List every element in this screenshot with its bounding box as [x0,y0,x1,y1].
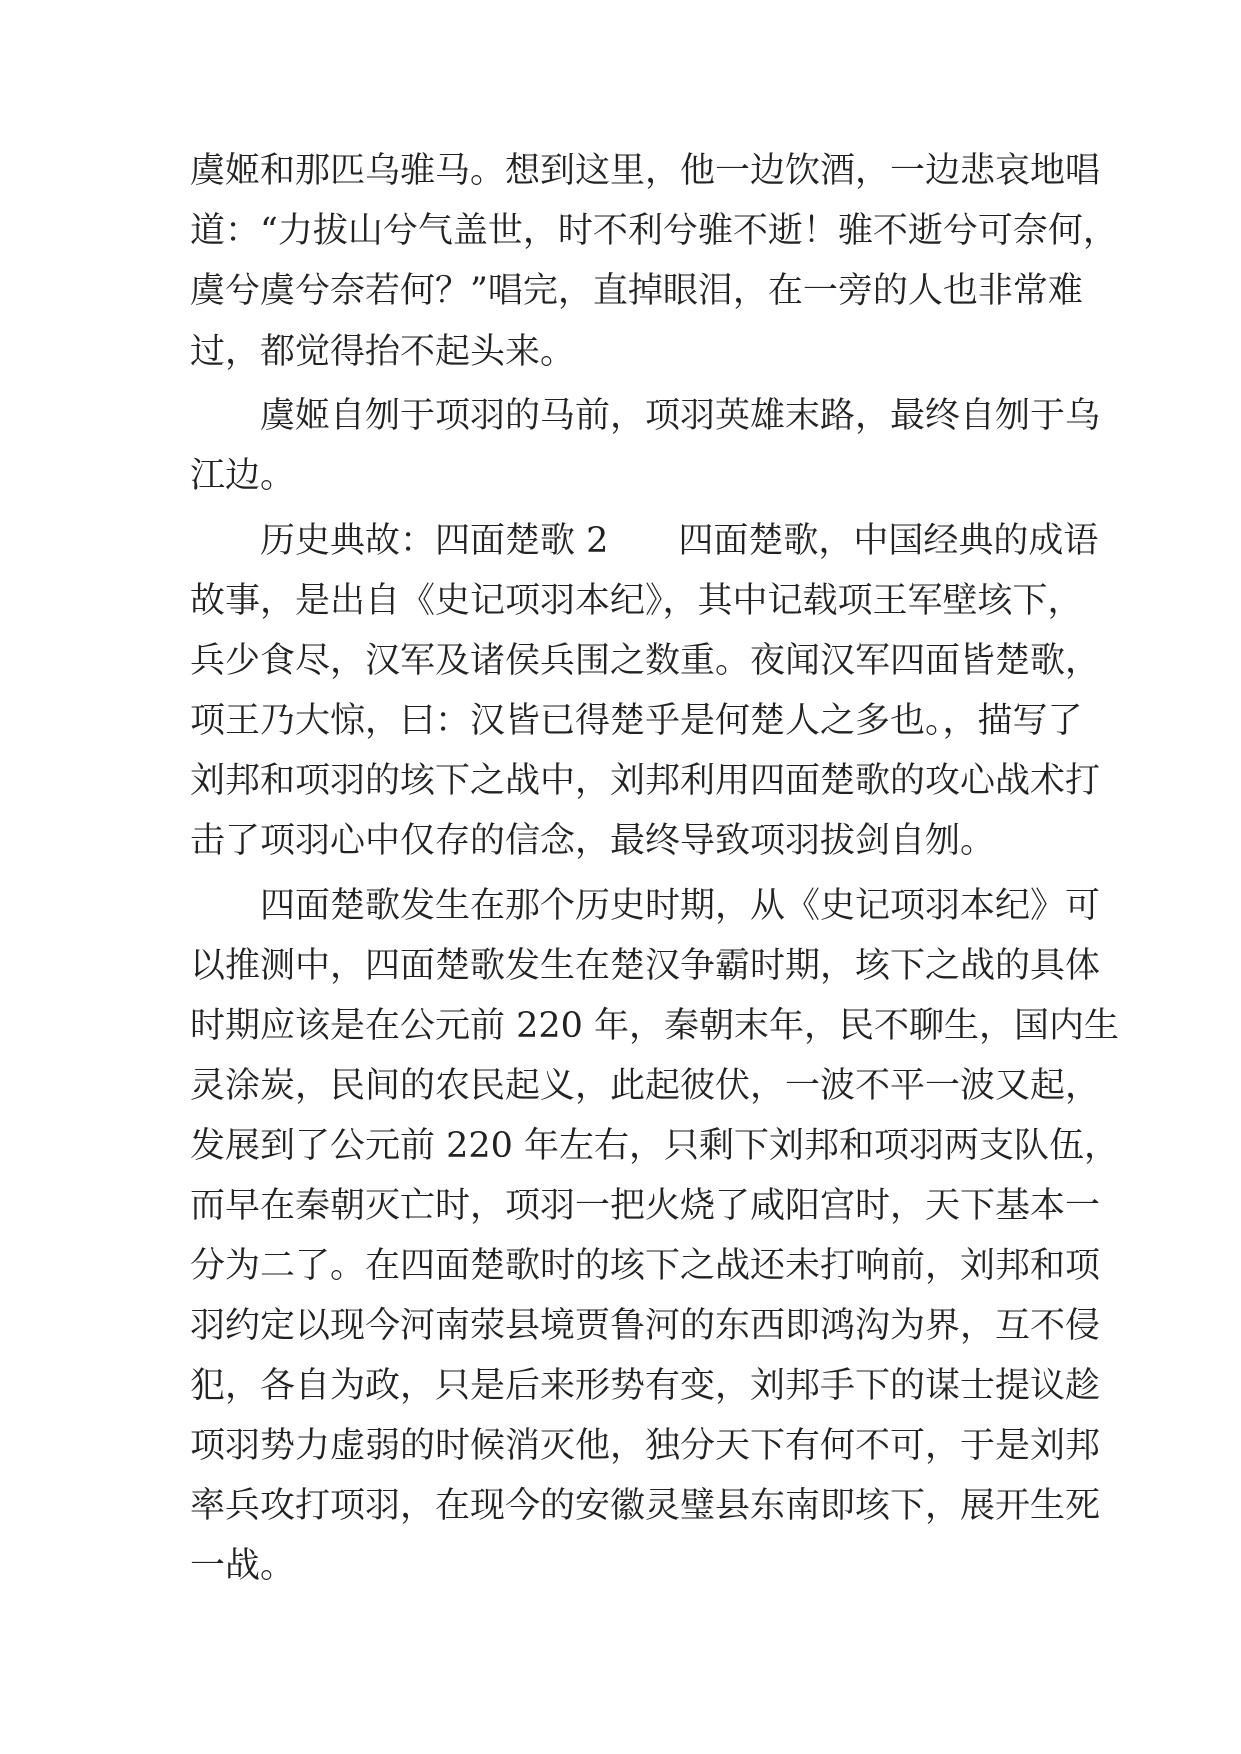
text-line: 四面楚歌发生在那个历史时期，从《史记项羽本纪》可 [260,886,1101,926]
text-line: 虞姬自刎于项羽的马前，项羽英雄末路，最终自刎于乌 [260,396,1101,436]
text-line: 而早在秦朝灭亡时，项羽一把火烧了咸阳宫时，天下基本一 [190,1186,1101,1226]
text-line: 过，都觉得抬不起头来。 [190,332,576,372]
text-line: 发展到了公元前 220 年左右，只剩下刘邦和项羽两支队伍， [190,1126,1120,1166]
text-line: 项王乃大惊，曰：汉皆已得楚乎是何楚人之多也。，描写了 [190,701,1083,741]
text-line: 刘邦和项羽的垓下之战中，刘邦利用四面楚歌的攻心战术打 [190,761,1101,801]
text-line: 时期应该是在公元前 220 年，秦朝末年，民不聊生，国内生 [190,1006,1120,1046]
text-line: 江边。 [190,456,296,496]
text-line: 灵涂炭，民间的农民起义，此起彼伏，一波不平一波又起， [190,1066,1101,1106]
text-line: 分为二了。在四面楚歌时的垓下之战还未打响前，刘邦和项 [190,1246,1101,1286]
text-line: 虞兮虞兮奈若何？”唱完，直掉眼泪，在一旁的人也非常难 [190,271,1083,311]
text-line: 以推测中，四面楚歌发生在楚汉争霸时期，垓下之战的具体 [190,946,1101,986]
text-line: 犯，各自为政，只是后来形势有变，刘邦手下的谋士提议趁 [190,1366,1101,1406]
text-line: 一战。 [190,1546,296,1586]
text-line: 历史典故：四面楚歌 2 四面楚歌，中国经典的成语 [260,521,1099,561]
text-line: 兵少食尽，汉军及诸侯兵围之数重。夜闻汉军四面皆楚歌， [190,641,1101,681]
text-line: 虞姬和那匹乌骓马。想到这里，他一边饮酒，一边悲哀地唱 [190,151,1101,191]
text-line: 道：“力拔山兮气盖世，时不利兮骓不逝！骓不逝兮可奈何， [190,211,1118,251]
text-line: 故事，是出自《史记项羽本纪》，其中记载项王军壁垓下， [190,581,1083,621]
text-line: 击了项羽心中仅存的信念，最终导致项羽拔剑自刎。 [190,821,996,861]
text-line: 羽约定以现今河南荥县境贾鲁河的东西即鸿沟为界，互不侵 [190,1306,1101,1346]
text-line: 项羽势力虚弱的时候消灭他，独分天下有何不可，于是刘邦 [190,1426,1101,1466]
text-line: 率兵攻打项羽，在现今的安徽灵璧县东南即垓下，展开生死 [190,1486,1101,1526]
